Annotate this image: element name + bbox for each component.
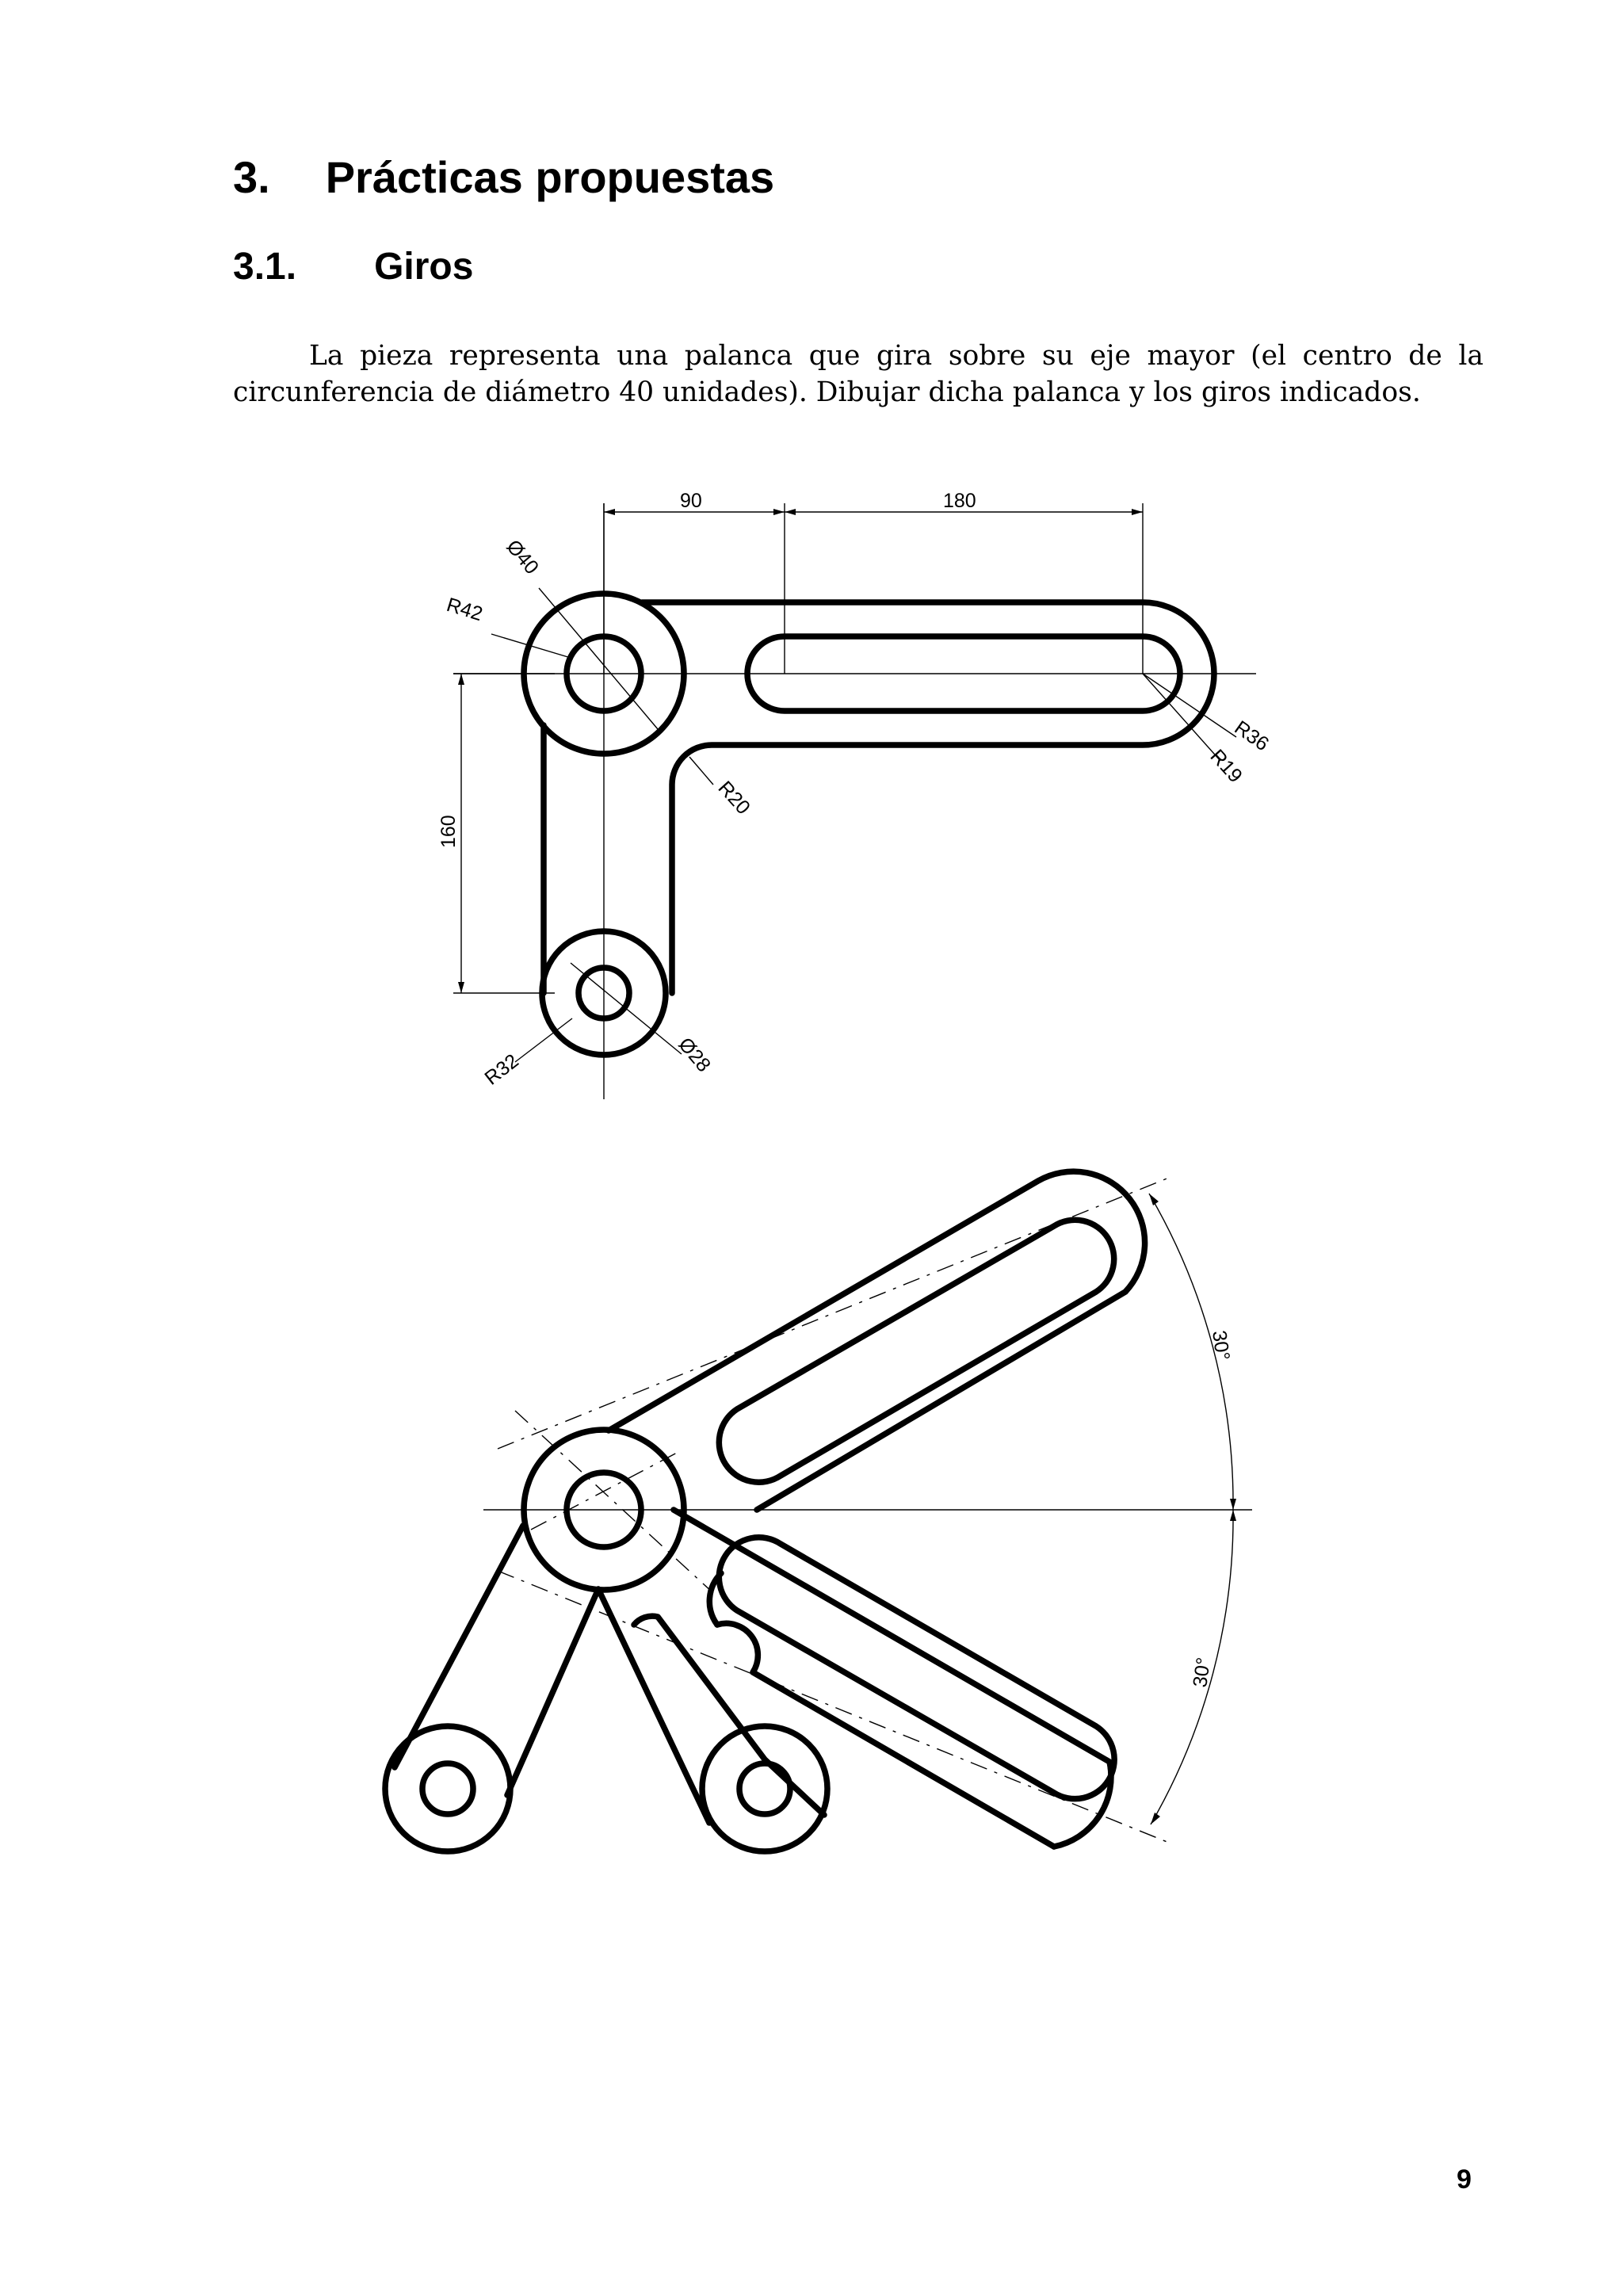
middle-boss-outer (702, 1726, 827, 1851)
angle-label-upper: 30° (1208, 1328, 1235, 1362)
label-r36: R36 (1230, 716, 1274, 756)
label-r32: R32 (480, 1049, 523, 1090)
leader-lines (491, 588, 1236, 1062)
section-title: Prácticas propuestas (325, 152, 775, 202)
label-diameter-40: Ø40 (502, 535, 544, 579)
angle-arcs (1149, 1194, 1236, 1824)
lever-outline (524, 594, 1214, 1055)
middle-hole (739, 1763, 790, 1814)
center-lines (453, 503, 1256, 1099)
paragraph-text: La pieza representa una palanca que gira sobre su eje mayor (el centro de la circunferencia de diámetro 40 unidades). Dibujar dicha palanca y los giros indicados. (233, 340, 1484, 408)
lever-body (544, 602, 1214, 993)
dim-160: 160 (437, 815, 460, 848)
label-r20: R20 (713, 777, 755, 819)
label-r19: R19 (1205, 745, 1247, 788)
label-r42: R42 (444, 593, 486, 626)
label-diameter-28: Ø28 (674, 1033, 716, 1077)
upper-slot (719, 1220, 1113, 1482)
dim-90: 90 (680, 490, 702, 512)
rotations-drawing (0, 1141, 1623, 1902)
lower-slot (719, 1538, 1114, 1799)
left-boss-outer (385, 1726, 510, 1851)
rotation-parts (385, 1171, 1145, 1851)
dimension-lines (458, 509, 1143, 993)
subsection-title: Giros (374, 246, 474, 288)
angle-label-lower: 30° (1189, 1656, 1216, 1689)
left-hole (422, 1763, 473, 1814)
left-link (395, 1526, 598, 1795)
dim-180: 180 (943, 490, 976, 512)
section-number: 3. (233, 152, 270, 202)
extension-lines (453, 503, 1143, 993)
subsection-number: 3.1. (233, 246, 297, 288)
page-number: 9 (1457, 2164, 1472, 2195)
